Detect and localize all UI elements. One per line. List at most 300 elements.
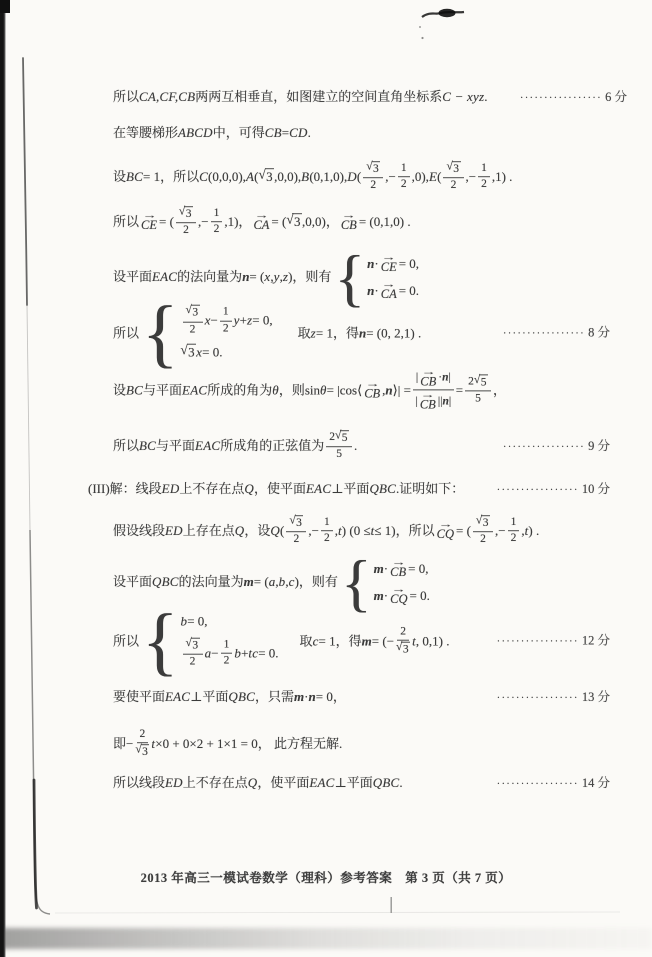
text-run: 取 [299,633,313,649]
fraction [396,625,410,657]
text-run: 上存在点 [182,523,235,539]
text-run: 设 [113,382,127,398]
score-value: 13 分 [581,689,610,704]
math-var: t [337,523,342,539]
math-text: 3 [482,517,489,530]
math-text: ,− [494,523,506,539]
sqrt-expression [258,168,274,185]
math-text: , [334,523,338,539]
math-text: = ( [249,269,265,285]
score-value: 9 分 [588,438,610,453]
math-text: 2 [481,178,487,191]
math-text: , 0,1) . [415,633,450,649]
fraction [478,162,490,191]
text-run: ， [325,214,339,230]
solution-line [113,728,640,760]
vector-overarrow [390,585,407,605]
sqrt-expression [179,206,193,221]
math-vector-bold: n [308,689,316,705]
math-vector-bold: n [442,371,449,384]
arrow-icon: → [141,209,157,220]
sqrt-expression [286,213,302,230]
math-text: ( [279,523,285,539]
math-text: , [382,382,386,398]
math-text: 3 [296,517,302,530]
arrow-icon: → [254,209,269,220]
math-var: EAC [165,689,191,705]
scan-edge-corner [0,0,10,13]
math-text: 5 [480,376,487,389]
math-text: ⊥ [190,689,203,705]
equation-system [142,291,273,376]
fraction [508,516,520,545]
math-var: ABCD [178,125,213,141]
math-text: 2 [213,223,220,236]
math-var: tc [248,645,259,661]
sqrt-expression [396,641,410,656]
math-text: , [275,574,279,590]
text-run: ，则 [278,382,305,398]
math-text: | [415,371,419,384]
math-text: 1 [481,162,487,175]
math-text: = 1 [143,169,161,185]
text-run: 即 [113,736,127,752]
math-var: A [245,169,255,185]
math-var: z [282,269,289,285]
text-run: ，所以 [395,523,435,539]
math-text: = 0, [398,255,420,271]
math-text: = ( [159,214,174,230]
math-text: = 0. [409,587,430,603]
math-text: ( [254,169,259,185]
math-text: ,− [465,169,477,185]
vector-overarrow [381,280,397,300]
math-text: ×0 + 0×2 + 1×1 = 0 [155,736,258,752]
solution-line [113,430,640,462]
math-text: · [374,255,379,271]
arrow-icon: → [390,556,406,567]
dot-leader: ················· [519,92,603,104]
math-text: ≤ 1) [374,523,396,539]
math-text: . [484,89,488,105]
math-var: t [370,523,375,539]
math-var: x [204,312,211,328]
sqrt-expression [181,344,197,361]
arrow-icon: → [381,251,396,262]
math-var: EAC [309,775,335,791]
sqrt-expression [474,374,488,389]
math-vector-bold: n [367,282,375,298]
math-text: 3 [142,746,148,759]
text-run: 解：线段 [109,481,162,497]
fraction [221,639,233,668]
vector-label: CB [420,374,437,389]
arrow-icon: → [420,389,436,400]
fraction [135,728,149,760]
fraction [363,161,383,193]
math-text: ⊥ [331,481,344,497]
score-value: 14 分 [581,775,610,790]
text-run: 平面 [202,689,229,705]
math-var: y [233,312,240,328]
math-text: 1 [510,516,517,529]
equation-system [340,546,430,618]
math-text: . [399,775,403,791]
radical-icon: √ [135,743,142,756]
math-text: 2 [468,375,474,388]
equation-system [142,599,279,684]
radical-icon: √ [289,514,296,527]
arrow-icon: → [438,518,453,529]
fraction [326,430,352,462]
math-text: ) . [528,523,540,539]
math-text: ) [288,269,293,285]
text-run: ， [492,382,506,398]
math-text: . [307,125,311,141]
math-text: = ( [253,574,269,590]
math-var: Q [244,481,255,497]
brace-icon: { [142,291,179,376]
text-run: 所以 [113,325,140,341]
fraction [465,374,491,406]
text-run: 证明如下： [399,481,465,497]
brace-icon: { [340,546,372,618]
solution-line [113,515,640,547]
math-text: | [448,371,451,384]
math-text: 2 [329,431,335,444]
math-text: 1 [213,207,220,220]
math-text: 1 [222,306,229,318]
radical-icon: √ [185,636,192,649]
crease-line [30,530,50,914]
vector-label: CE [141,217,157,232]
radical-icon: √ [366,160,373,173]
math-text: ,0,0) [301,214,326,230]
math-var: QBC [152,574,179,590]
score-value: 12 分 [581,633,610,648]
math-text: 3 [453,163,459,176]
math-text: 2 [222,322,229,335]
text-run: 中，可得 [212,125,265,141]
math-text: ,0), [411,169,429,185]
math-vector-bold: n [358,325,367,341]
math-text: | [415,394,418,407]
baseline-smudge [55,912,620,913]
math-var: BC [126,382,144,398]
vector-overarrow [381,253,397,273]
text-run: 所成角的正弦值为 [220,438,325,454]
math-text: 2 [400,178,407,191]
system-row [181,613,208,631]
math-text: ,1) [224,214,239,230]
math-text: = [455,382,464,398]
math-text: = (− [371,633,395,649]
ink-blob [439,9,456,17]
math-text: (III) [88,481,110,497]
math-var: c [288,574,295,590]
math-var: b [180,613,188,629]
math-text: − [211,645,219,661]
math-var: CB [264,125,282,141]
text-run: ，所以 [160,169,200,185]
arrow-icon: → [364,377,380,388]
math-text: + [239,312,247,328]
radical-icon: √ [258,166,266,182]
text-run: 的法向量为 [178,574,244,590]
vector-label: CQ [436,526,454,541]
scan-edge-left [0,0,6,957]
fraction [398,162,410,191]
math-text: 1 [223,638,230,651]
math-var: t [412,633,416,649]
dot-leader: ················· [496,484,579,496]
sqrt-expression [186,305,200,320]
vector-label: CB [419,397,436,412]
text-run: 与平面 [143,382,183,398]
solution-line [113,368,640,411]
ink-blob [422,12,464,17]
math-var: θ [272,382,279,398]
fraction [321,516,333,545]
math-var: QBC [369,481,397,497]
sqrt-expression [476,515,490,530]
fraction [286,515,306,547]
text-run: 所以 [113,214,140,230]
math-text: 1 [323,516,330,529]
math-text: (0,0,0), [208,169,246,185]
math-var: t [151,736,156,752]
text-run: 所以 [113,633,140,649]
math-var: b [234,645,242,661]
score-marker [520,89,627,106]
footer-tick [391,897,392,913]
vector-label: CA [253,217,270,232]
sqrt-expression [335,430,349,445]
math-var: EAC [182,382,208,398]
text-run: ， [238,214,252,230]
math-text: ,− [308,523,319,539]
solution-line [113,546,640,618]
math-text: 3 [402,643,409,656]
math-text: , [285,574,289,590]
arrow-icon: → [341,209,357,220]
math-var: BC [139,438,157,454]
dot-leader: ················· [496,692,579,704]
math-text: , [279,269,283,285]
text-run: ，只需 [255,689,295,705]
math-text: , [521,523,525,539]
math-var: y [273,269,280,285]
math-text: = ( [271,214,287,230]
math-var: BC [126,169,144,185]
text-run: 两两互相垂直，如图建立的空间直角坐标系 [195,89,443,105]
math-text: sin [304,382,320,398]
math-var: c [312,633,319,649]
math-var: ED [165,523,183,539]
math-var: z [310,325,316,341]
math-text: = (0,1,0) . [358,214,411,230]
math-text: 5 [336,448,342,461]
math-text: 2 [510,532,517,545]
ink-speck [421,37,423,39]
math-var: Q [247,775,258,791]
math-var: a [204,645,212,661]
text-run: 要使平面 [113,689,166,705]
math-text: = 0, [408,560,429,576]
solution-line [113,241,640,313]
math-text: . [396,481,400,497]
text-run: 取 [297,325,311,341]
math-text: ,− [197,214,209,230]
crease-line [34,780,37,908]
fraction [183,637,203,669]
fraction [220,306,232,335]
math-text: = 0, [252,312,273,328]
vector-overarrow [436,518,454,541]
math-text: 3 [185,208,192,221]
math-text: ( [437,169,442,185]
math-text: − [126,736,134,752]
text-run: 所以 [113,438,140,454]
math-var: x [264,269,271,285]
score-value: 8 分 [588,325,610,340]
radical-icon: √ [475,514,483,527]
score-marker [503,438,610,455]
math-text: 5 [475,392,481,405]
math-text: 1 [400,162,407,175]
math-vector-bold: n [442,394,449,407]
math-text: . [354,438,358,454]
dot-leader: ················· [496,778,579,790]
math-text: ) (0 ≤ [341,523,371,539]
arrow-icon: → [381,278,396,289]
math-text: 3 [266,169,273,185]
math-text: · [438,371,443,384]
math-var: z [246,312,253,328]
text-run: 设 [113,169,127,185]
text-run: ，使平面 [257,775,310,791]
math-text: , [270,269,274,285]
fraction [473,515,493,547]
system-row [367,280,419,300]
math-vector-bold: n [242,269,250,285]
crease-line [23,58,27,305]
text-run: 所成的角为 [207,382,273,398]
dot-leader: ················· [502,441,586,453]
vector-label: CQ [390,591,408,606]
math-var: C − xyz [442,89,485,105]
page-footer: 2013 年高三一模试卷数学（理科）参考答案 第 3 页（共 7 页） [140,871,512,885]
math-var: EAC [306,481,332,497]
math-text: = 0. [202,344,223,360]
solution-line [113,88,640,106]
ink-speck [419,26,421,28]
score-marker [503,325,610,342]
math-text: = 0. [258,645,279,661]
vector-overarrow [340,209,357,232]
vector-overarrow [253,209,270,232]
math-text: · [383,560,389,576]
math-text: = 1 [315,325,333,341]
math-var: a [268,574,276,590]
math-text: ) [294,574,299,590]
math-text: = 0 [315,689,333,705]
score-value: 10 分 [581,481,610,496]
brace-icon: { [334,241,366,313]
vector-overarrow [141,209,157,232]
math-var: ED [161,481,180,497]
math-var: Q [234,523,245,539]
vector-overarrow [364,377,381,400]
solution-line [113,599,640,684]
math-text: = 0, [187,613,208,629]
math-text: = ( [456,523,471,539]
solution-line [113,206,640,238]
math-text: (0,1,0), [309,169,348,185]
score-value: 6 分 [605,89,627,104]
math-var: θ [320,382,327,398]
math-text: · [304,689,309,705]
vector-label: CE [380,259,397,274]
math-text: 2 [183,224,189,237]
math-text: 2 [223,654,230,667]
text-run: 在等腰梯形 [113,125,179,141]
radical-icon: √ [473,373,481,386]
math-text: ( [356,169,362,185]
math-text: · [383,587,389,603]
score-marker [497,633,610,650]
system-row [181,637,279,669]
radical-icon: √ [180,342,188,358]
fraction [176,206,196,238]
radical-icon: √ [334,429,342,442]
math-text: − [210,312,218,328]
text-run: ，得 [332,325,359,341]
dot-leader: ················· [496,636,579,648]
text-run: ，则有 [292,269,332,285]
arrow-icon: → [421,366,436,377]
text-run: 所以 [113,89,140,105]
math-text: ⟩| = [392,382,411,398]
solution-line [113,124,640,142]
math-var: B [301,169,310,185]
text-run: 的法向量为 [177,269,243,285]
math-text: 5 [341,432,348,445]
text-run: ， 此方程无解. [257,736,343,752]
radical-icon: √ [178,205,186,218]
math-text: · [374,282,379,298]
bottom-scan-band [0,928,652,949]
math-text: 3 [373,163,379,176]
math-text: = 1 [318,633,336,649]
math-text: 2 [293,533,300,546]
solution-line [113,774,640,792]
math-vector-bold: m [373,560,384,576]
text-run: ， [332,689,346,705]
solution-line [88,480,640,498]
sqrt-expression [186,637,200,652]
fraction [413,368,454,411]
sqrt-expression [446,161,460,176]
math-var: t [524,523,529,539]
sqrt-expression [289,515,303,530]
math-text: 2 [189,655,196,668]
math-text: = |cos⟨ [326,382,363,398]
text-run: ，使平面 [254,481,307,497]
math-var: E [428,169,438,185]
math-text: ⊥ [334,775,347,791]
math-var: ED [165,775,183,791]
